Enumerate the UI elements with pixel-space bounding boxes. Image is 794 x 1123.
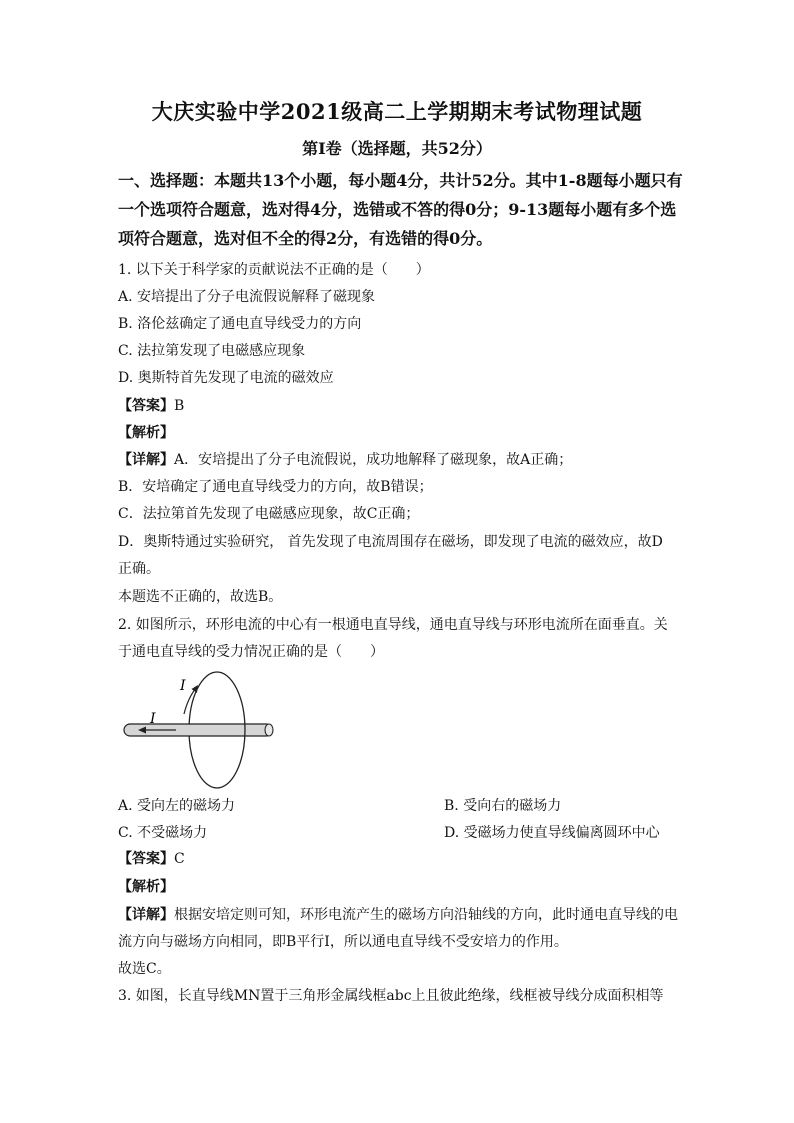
q1-detail-1	[118, 450, 572, 470]
q2-option-a: A. 受向左的磁场力	[118, 798, 236, 814]
part-subtitle: 第I卷（选择题，共52分）	[302, 139, 492, 158]
section-header: 一、选择题：本题共13个小题，每小题4分，共计52分。其中1-8题每小题只有一个选项符合题意，选对得4分，选错或不答的得0分；9-13题每小题有多个选项符合题意，选对但不全的得2分，有选错的得0分。	[118, 171, 683, 248]
q1-detail-6: 本题选不正确的，故选B。	[118, 589, 283, 605]
q2-analysis-tag: 【解析】	[118, 879, 174, 895]
q2-answer	[118, 849, 185, 869]
q1-answer	[118, 396, 184, 416]
q1-detail-5: 正确。	[118, 561, 160, 577]
wire-end-cap	[265, 724, 273, 736]
q2-option-b: B. 受向右的磁场力	[444, 798, 562, 814]
q1-analysis-tag: 【解析】	[118, 425, 174, 441]
detail-tag: 【详解】	[118, 452, 174, 468]
ring-current-label: I	[180, 678, 186, 694]
page-title: 大庆实验中学2021级高二上学期期末考试物理试题	[151, 99, 643, 124]
answer-tag: 【答案】	[118, 398, 174, 414]
q2-detail-1	[118, 905, 678, 925]
answer-tag: 【答案】	[118, 851, 174, 867]
q1-stem: 1. 以下关于科学家的贡献说法不正确的是（ ）	[118, 262, 430, 278]
q2-conclusion: 故选C。	[118, 961, 171, 977]
detail-tag: 【详解】	[118, 907, 174, 923]
q2-detail-2: 流方向与磁场方向相同，即B平行I，所以通电直导线不受安培力的作用。	[118, 934, 568, 950]
ring-current-wire-figure	[118, 668, 288, 793]
ring-arrowhead	[192, 685, 199, 693]
q1-detail-4: D．奥斯特通过实验研究， 首先发现了电流周围存在磁场，即发现了电流的磁效应，故D	[118, 534, 663, 550]
q3-stem-1: 3. 如图，长直导线MN置于三角形金属线框abc上且彼此绝缘，线框被导线分成面积相等	[118, 988, 664, 1004]
q1-option-d: D. 奥斯特首先发现了电流的磁效应	[118, 370, 334, 386]
q1-option-a: A. 安培提出了分子电流假说解释了磁现象	[118, 289, 376, 305]
q2-option-c: C. 不受磁场力	[118, 825, 208, 841]
answer-value: B	[174, 398, 185, 414]
q2-stem-1: 2. 如图所示，环形电流的中心有一根通电直导线，通电直导线与环形电流所在面垂直。关	[118, 617, 668, 633]
q2-stem-2: 于通电直导线的受力情况正确的是（ ）	[118, 644, 384, 660]
q1-detail-3: C．法拉第首先发现了电磁感应现象，故C正确；	[118, 506, 420, 522]
q2-option-d: D. 受磁场力使直导线偏离圆环中心	[444, 825, 660, 841]
q1-option-c: C. 法拉第发现了电磁感应现象	[118, 343, 306, 359]
detail-text: A．安培提出了分子电流假说，成功地解释了磁现象，故A正确；	[174, 452, 573, 468]
wire-current-label: I	[150, 711, 156, 727]
q1-option-b: B. 洛伦兹确定了通电直导线受力的方向	[118, 316, 362, 332]
answer-value: C	[174, 851, 185, 867]
detail-text: 根据安培定则可知，环形电流产生的磁场方向沿轴线的方向，此时通电直导线的电	[174, 907, 678, 923]
q1-detail-2: B．安培确定了通电直导线受力的方向，故B错误；	[118, 479, 433, 495]
